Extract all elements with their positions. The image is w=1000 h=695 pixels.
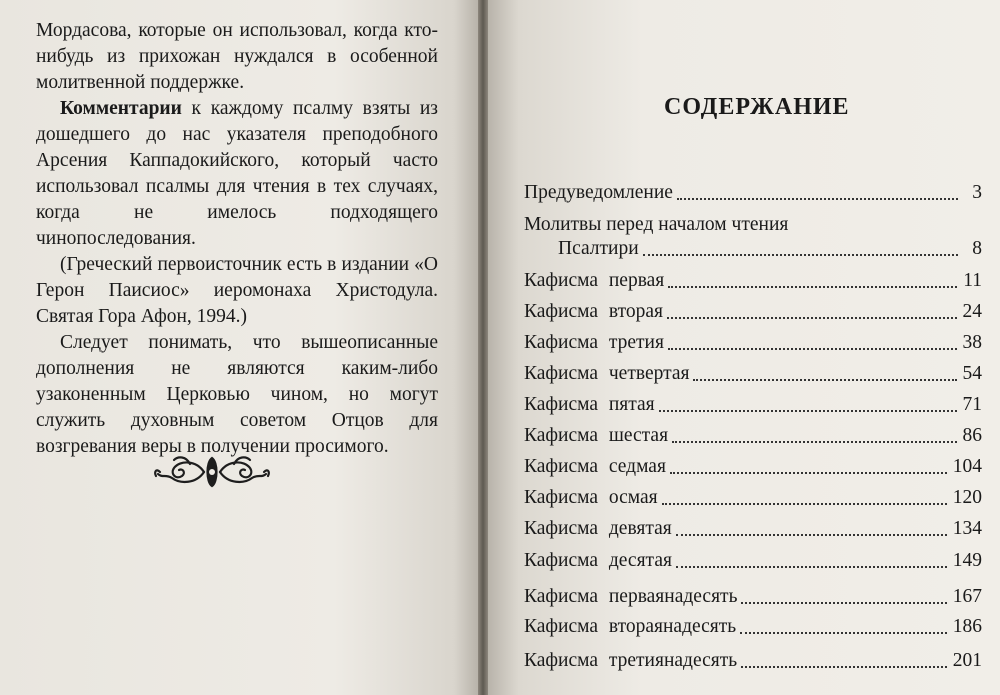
toc-leader-dots [668, 286, 957, 288]
toc-entry-page: 201 [952, 650, 982, 671]
toc-entry-page: 71 [962, 394, 982, 415]
toc-leader-dots [676, 534, 947, 536]
right-page [488, 0, 1000, 695]
toc-entry-label: Кафисма третиянадесять [524, 650, 738, 671]
toc-entry-label: Кафисма первая [524, 270, 665, 291]
left-page [0, 0, 478, 695]
toc-entry [524, 483, 982, 511]
toc-leader-dots [693, 379, 956, 381]
toc-leader-dots [741, 666, 947, 668]
toc-entry [524, 452, 982, 480]
toc-entry-label: Кафисма осмая [524, 487, 658, 508]
toc-entry-page: 11 [963, 270, 982, 291]
toc-entry [524, 514, 982, 542]
source-paragraph: (Греческий первоисточник есть в издании «О Герон Паисиос» иеромонаха Христодула. Святая Гора Афон, 1994.) [36, 254, 438, 327]
commentary-paragraph [36, 96, 438, 252]
toc-entry [524, 178, 982, 206]
toc-entry-label: Кафисма третия [524, 332, 664, 353]
toc-entry-page: 104 [952, 456, 982, 477]
toc-leader-dots [676, 566, 947, 568]
floral-ornament-icon [150, 452, 275, 492]
toc-entry-page: 167 [952, 586, 982, 607]
toc-leader-dots [643, 254, 958, 256]
toc-entry-label: Кафисма десятая [524, 550, 672, 571]
toc-entry-label: Кафисма четвертая [524, 363, 690, 384]
toc-entry-page: 120 [952, 487, 982, 508]
toc-leader-dots [677, 198, 958, 200]
commentary-lead: Комментарии [60, 98, 182, 119]
toc-entry-page: 186 [952, 616, 982, 637]
toc-entry [524, 359, 982, 387]
left-page-text [36, 18, 438, 460]
toc-entry [524, 266, 982, 294]
toc-entry-page: 8 [972, 238, 982, 259]
toc-entry [524, 390, 982, 418]
toc-entry-label: Псалтири [558, 238, 639, 259]
book-gutter [478, 0, 488, 695]
toc-entry-page: 134 [952, 518, 982, 539]
toc-entry-label: Кафисма шестая [524, 425, 669, 446]
toc-leader-dots [672, 441, 956, 443]
note-paragraph: Следует понимать, что вышеописанные дополнения не являются каким-либо узаконенным Церковью чином, но могут служить духовным советом Отцов для возгревания веры в получении просимого. [36, 332, 438, 457]
toc-entry [524, 646, 982, 674]
toc-entry-page: 149 [952, 550, 982, 571]
toc-leader-dots [659, 410, 957, 412]
toc-entry [524, 297, 982, 325]
toc-entry-page: 86 [962, 425, 982, 446]
toc-leader-dots [662, 503, 947, 505]
toc-title: СОДЕРЖАНИЕ [664, 94, 850, 120]
toc-entry-page: 24 [962, 301, 982, 322]
toc-entry-label: Кафисма пятая [524, 394, 655, 415]
toc-entry-label: Кафисма перваянадесять [524, 586, 738, 607]
toc-entry [524, 612, 982, 640]
toc-entry-page: 54 [962, 363, 982, 384]
toc-entry-page: 3 [972, 182, 982, 203]
commentary-text: к каждому псалму взяты из дошедшего до нас указателя преподобного Арсения Каппадокийского, который часто использовал псалмы для чтения в тех случаях, когда не имелось подходящего чинопоследования. [36, 98, 438, 249]
toc-leader-dots [670, 472, 947, 474]
toc-entry [524, 546, 982, 574]
toc-entry-page: 38 [962, 332, 982, 353]
toc-entry [524, 328, 982, 356]
toc-entry [524, 234, 982, 262]
toc-leader-dots [667, 317, 957, 319]
toc-entry-label: Предуведомление [524, 182, 673, 203]
toc-entry-label: Молитвы перед началом чтения [524, 214, 789, 235]
toc-entry-label: Кафисма вторая [524, 301, 663, 322]
toc-entry-label: Кафисма девятая [524, 518, 672, 539]
toc-leader-dots [740, 632, 947, 634]
toc-entry [524, 582, 982, 610]
toc-entry [524, 421, 982, 449]
toc-leader-dots [741, 602, 946, 604]
toc-leader-dots [668, 348, 957, 350]
toc-entry-label: Кафисма седмая [524, 456, 666, 477]
continuation-paragraph: Мордасова, которые он использовал, когда кто-нибудь из прихожан нуждался в особенной молитвенной поддержке. [36, 20, 438, 93]
toc-entry-label: Кафисма втораянадесять [524, 616, 737, 637]
